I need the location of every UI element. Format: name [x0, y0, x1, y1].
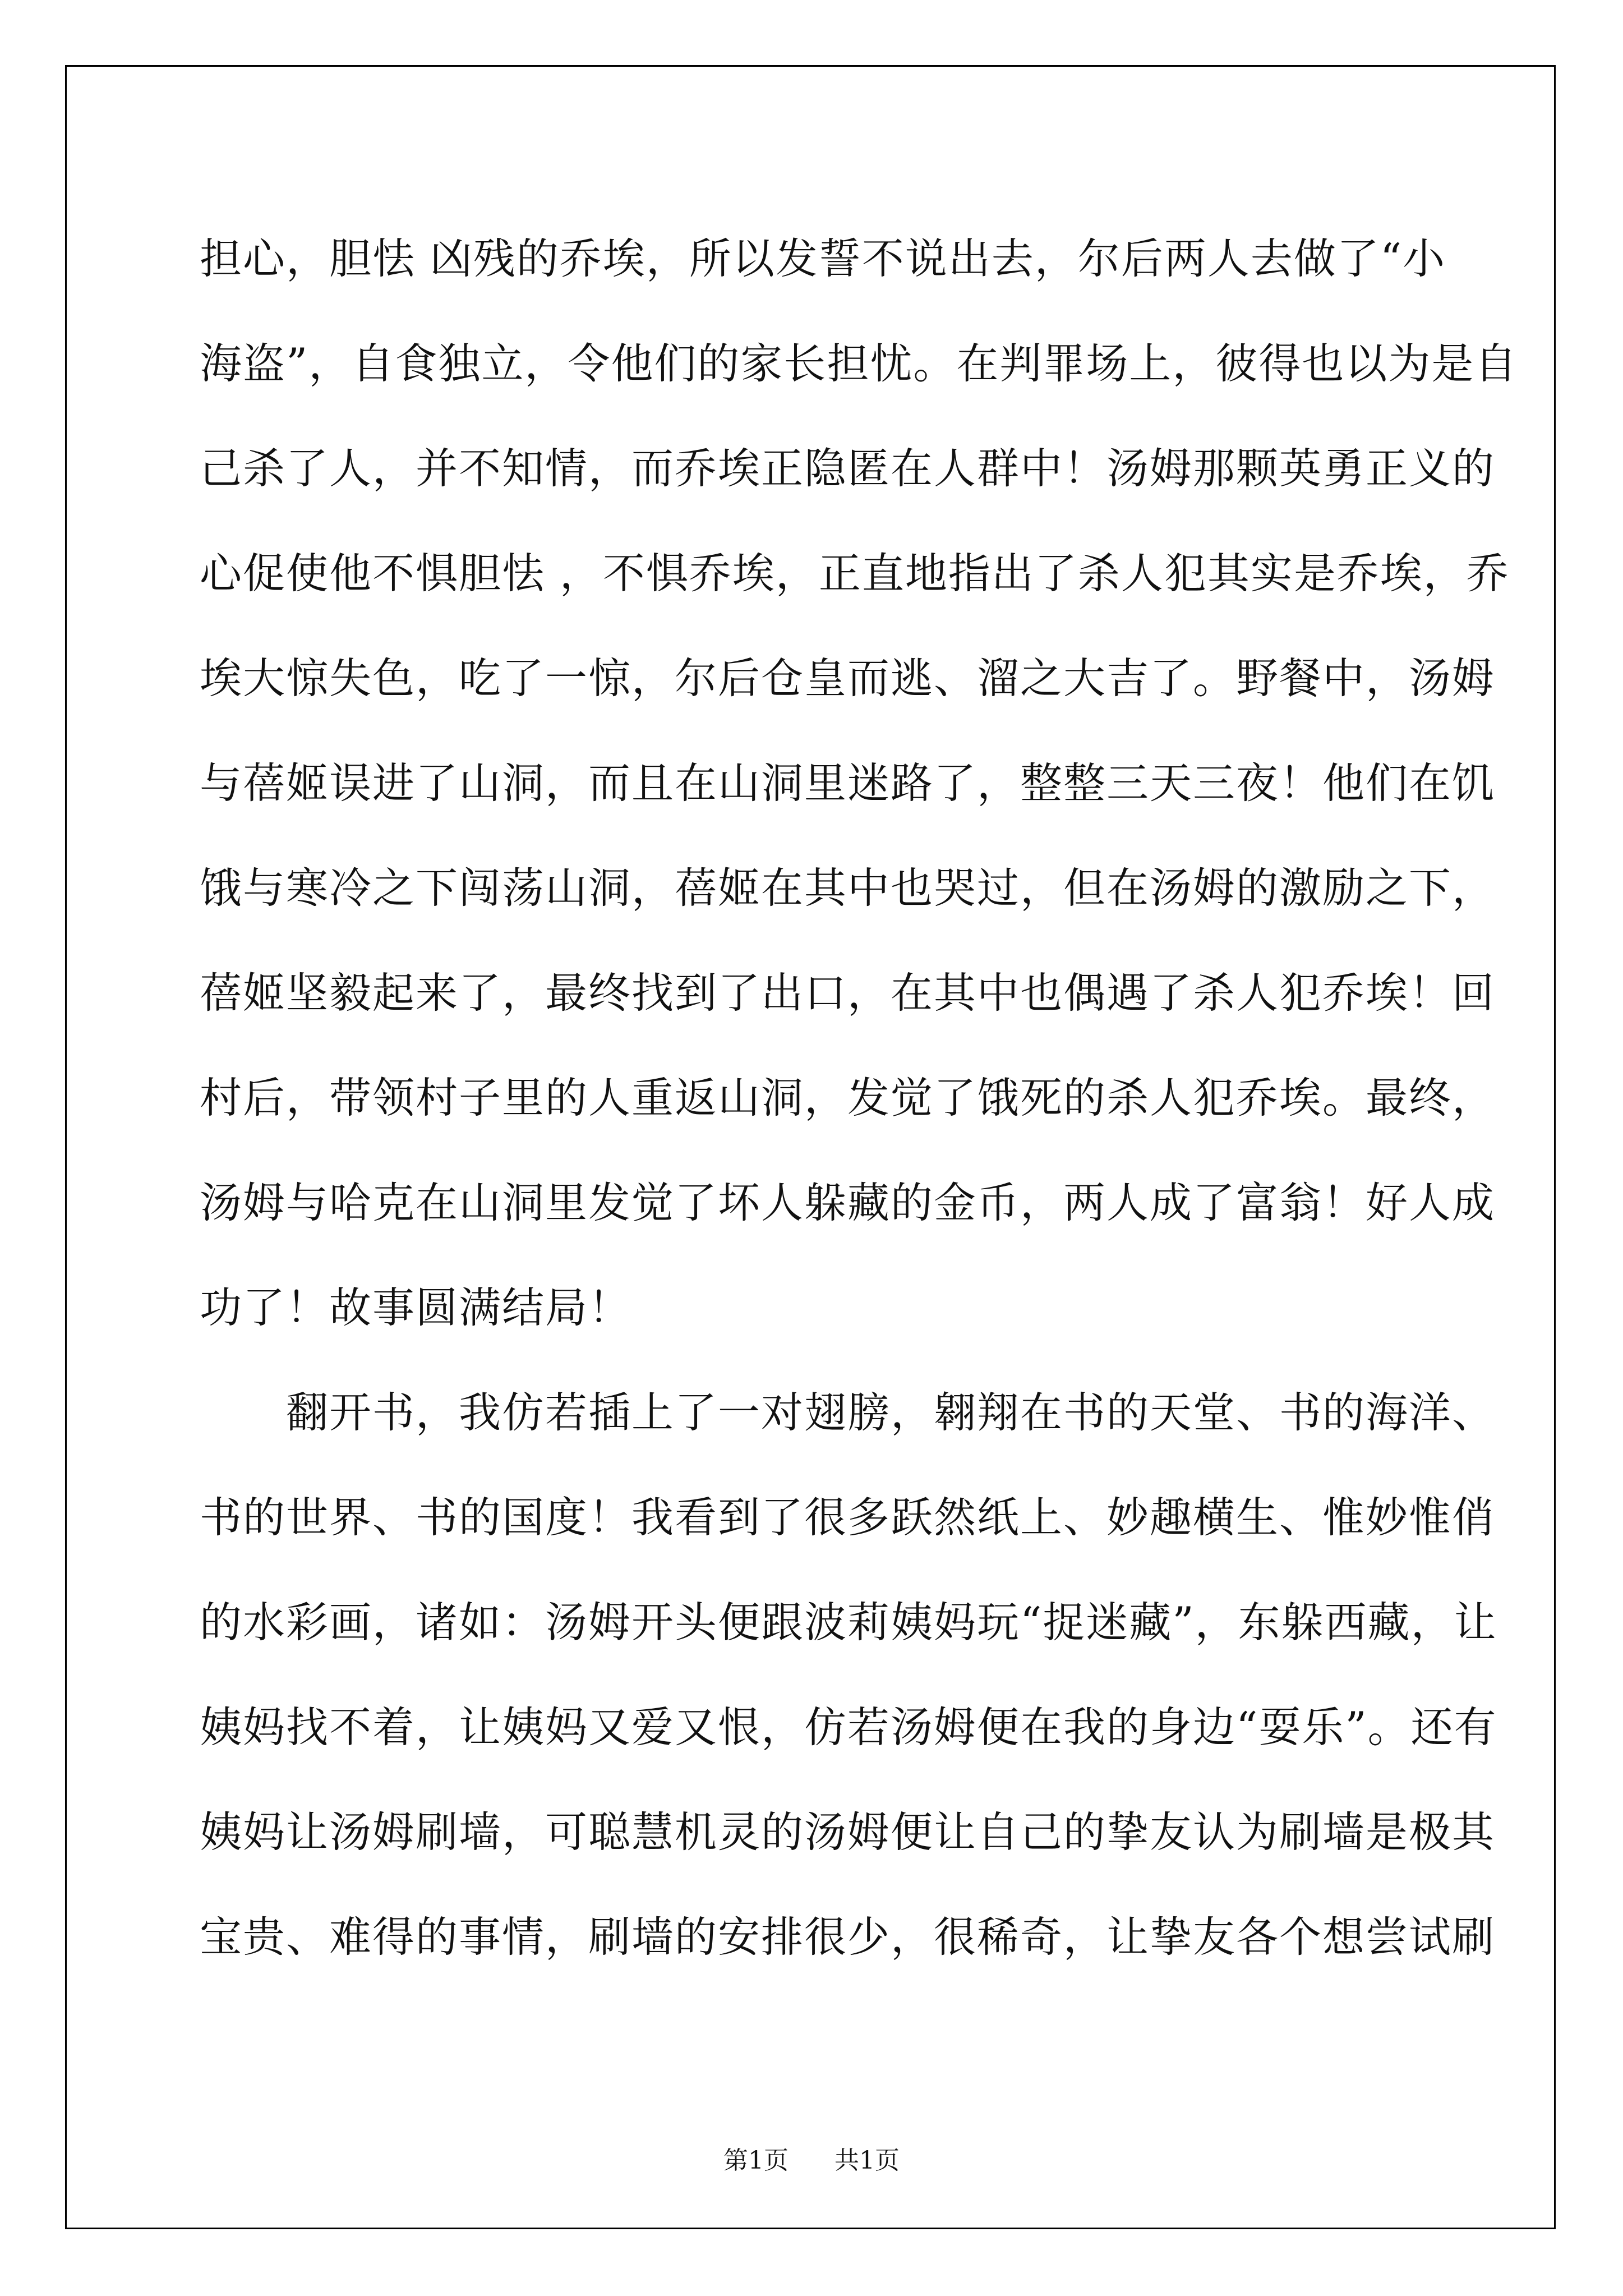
text-line: 宝贵、难得的事情，刷墙的安排很少，很稀奇，让挚友各个想尝试刷 [200, 1912, 1496, 1962]
text-line: 姨妈找不着，让姨妈又爱又恨，仿若汤姆便在我的身边“耍乐”。还有 [200, 1703, 1497, 1752]
text-line: 村后，带领村子里的人重返山洞，发觉了饿死的杀人犯乔埃。最终， [200, 1073, 1496, 1122]
text-line: 海盗”，自食独立，令他们的家长担忧。在判罪场上，彼得也以为是自 [200, 339, 1518, 388]
page-total: 共1页 [834, 2146, 900, 2175]
text-line: 埃大惊失色，吃了一惊，尔后仓皇而逃、溜之大吉了。野餐中，汤姆 [200, 654, 1496, 703]
document-body [200, 206, 1518, 1990]
text-line: 担心，胆怯 凶残的乔埃，所以发誓不说出去，尔后两人去做了“小 [200, 234, 1446, 283]
text-line: 的水彩画，诸如：汤姆开头便跟波莉姨妈玩“捉迷藏”，东躲西藏，让 [200, 1598, 1497, 1647]
page-footer [0, 2144, 1623, 2178]
text-line: 饿与寒冷之下闯荡山洞，蓓姬在其中也哭过，但在汤姆的激励之下， [200, 863, 1496, 913]
page-number: 第1页 [723, 2146, 789, 2175]
text-line: 翻开书，我仿若插上了一对翅膀，翱翔在书的天堂、书的海洋、 [200, 1388, 1496, 1437]
text-line: 汤姆与哈克在山洞里发觉了坏人躲藏的金币，两人成了富翁！好人成 [200, 1178, 1496, 1227]
text-line: 与蓓姬误进了山洞，而且在山洞里迷路了，整整三天三夜！他们在饥 [200, 758, 1496, 808]
text-line: 心促使他不惧胆怯 ，不惧乔埃，正直地指出了杀人犯其实是乔埃，乔 [200, 549, 1510, 598]
text-line: 姨妈让汤姆刷墙，可聪慧机灵的汤姆便让自己的挚友认为刷墙是极其 [200, 1807, 1496, 1857]
text-line: 己杀了人，并不知情，而乔埃正隐匿在人群中！汤姆那颗英勇正义的 [200, 444, 1496, 493]
text-line: 书的世界、书的国度！我看到了很多跃然纸上、妙趣横生、惟妙惟俏 [200, 1493, 1496, 1542]
text-line: 功了！故事圆满结局！ [200, 1283, 632, 1332]
text-line: 蓓姬坚毅起来了，最终找到了出口，在其中也偶遇了杀人犯乔埃！回 [200, 968, 1496, 1018]
